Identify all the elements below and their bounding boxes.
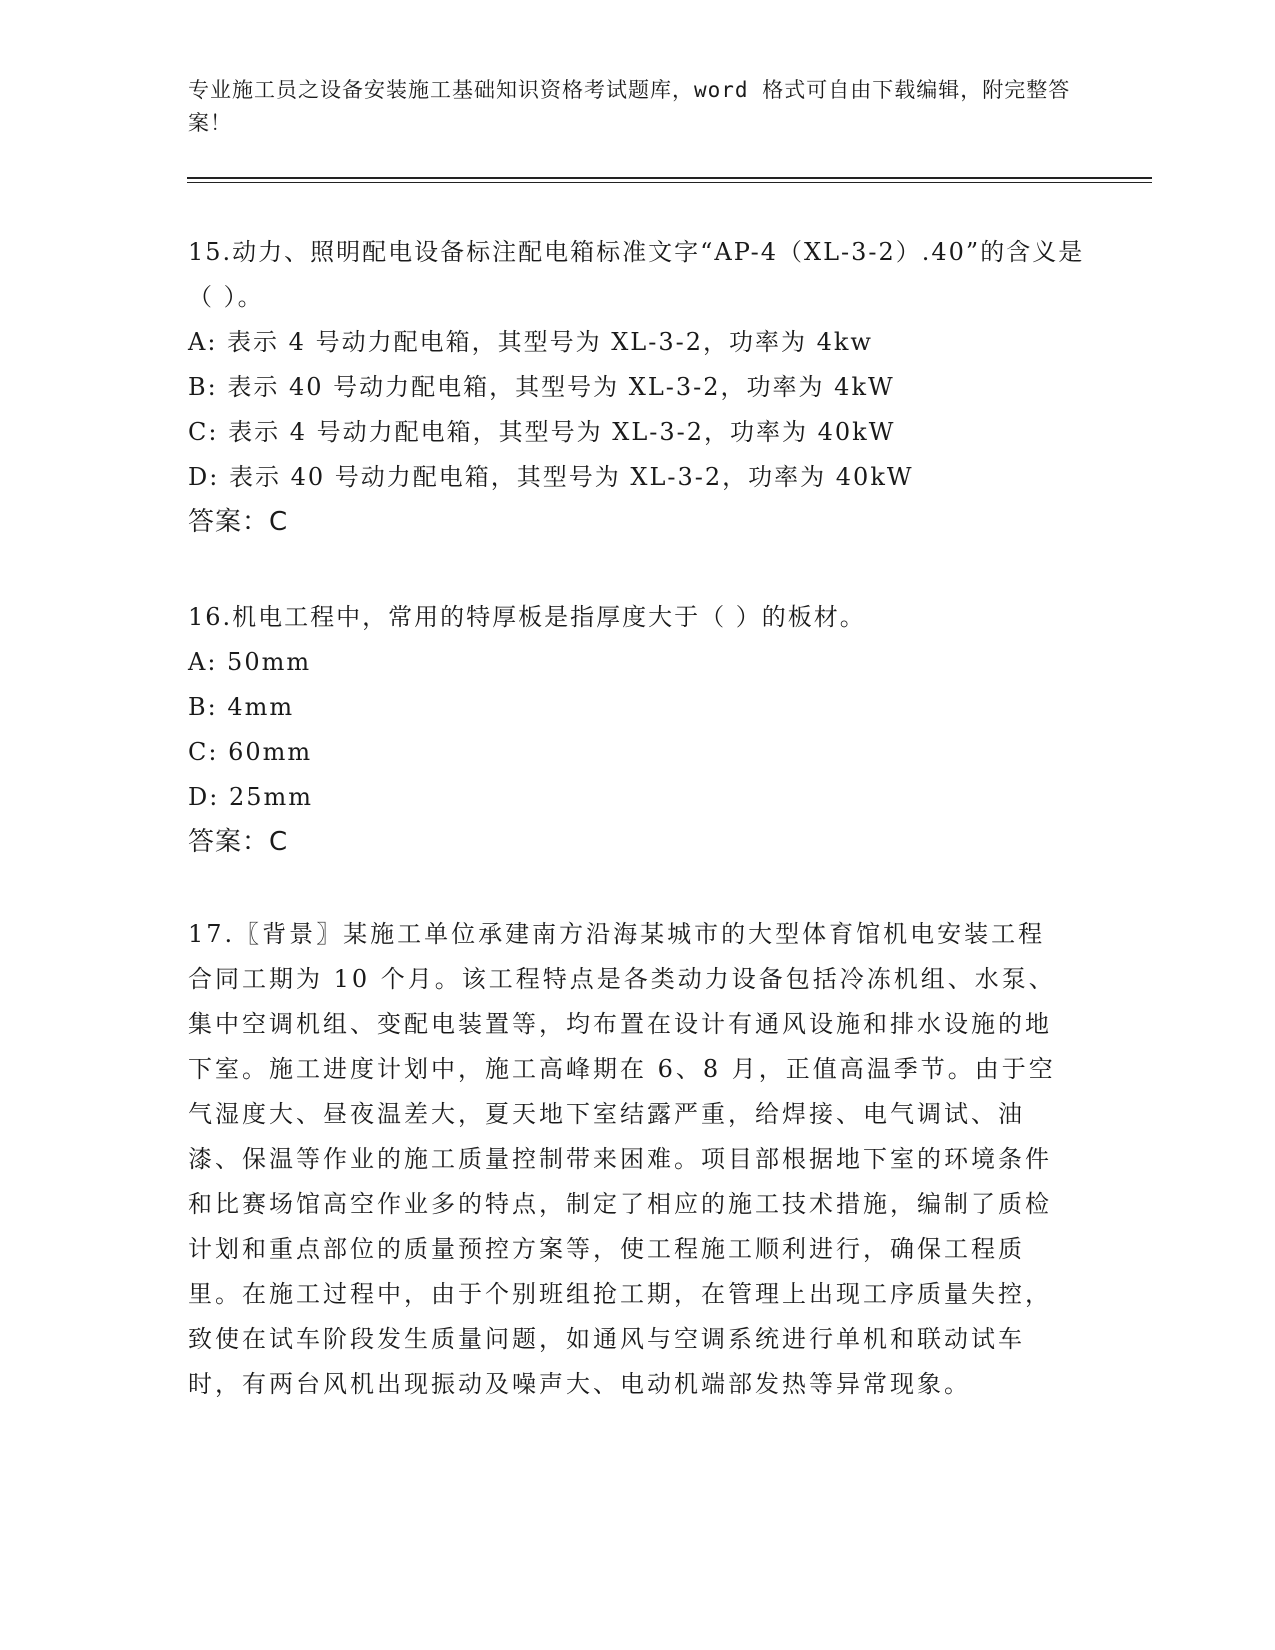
- document-header: 专业施工员之设备安装施工基础知识资格考试题库，word 格式可自由下载编辑，附完整答案！: [188, 78, 1071, 135]
- answer: 答案：C: [188, 827, 289, 857]
- header-rule-thin: [187, 182, 1152, 183]
- question-stem: 16.机电工程中，常用的特厚板是指厚度大于（ ）的板材。: [188, 603, 866, 631]
- question-17: [188, 912, 1088, 1407]
- option-a: A: 50mm: [188, 648, 312, 676]
- option-c: C: 60mm: [188, 738, 313, 766]
- option-d: D: 表示 40 号动力配电箱，其型号为 XL-3-2，功率为 40kW: [188, 463, 914, 491]
- option-b: B: 表示 40 号动力配电箱，其型号为 XL-3-2，功率为 4kW: [188, 373, 895, 401]
- question-15: [188, 230, 1088, 545]
- option-b: B: 4mm: [188, 693, 295, 721]
- option-a: A: 表示 4 号动力配电箱，其型号为 XL-3-2，功率为 4kw: [188, 328, 873, 356]
- header-rule: [187, 177, 1152, 179]
- question-stem: 15.动力、照明配电设备标注配电箱标准文字“AP-4（XL-3-2）.40”的含义是（ ）。: [188, 238, 1085, 311]
- option-c: C: 表示 4 号动力配电箱，其型号为 XL-3-2，功率为 40kW: [188, 418, 896, 446]
- option-d: D: 25mm: [188, 783, 314, 811]
- question-16: [188, 595, 1088, 865]
- answer: 答案：C: [188, 507, 289, 537]
- question-stem: 17.〖背景〗某施工单位承建南方沿海某城市的大型体育馆机电安装工程合同工期为 10 个月。该工程特点是各类动力设备包括冷冻机组、水泵、集中空调机组、变配电装置等，均布置在设计有通风设施和排水设施的地下室。施工进度计划中，施工高峰期在 6、8 月，正值高温季节。由于空气湿度大、昼夜温差大，夏天地下室结露严重，给焊接、电气调试、油漆、保温等作业的施工质量控制带来困难。项目部根据地下室的环境条件和比赛场馆高空作业多的特点，制定了相应的施工技术措施，编制了质检计划和重点部位的质量预控方案等，使工程施工顺利进行，确保工程质里。在施工过程中，由于个别班组抢工期，在管理上出现工序质量失控，致使在试车阶段发生质量问题，如通风与空调系统进行单机和联动试车时，有两台风机出现振动及噪声大、电动机端部发热等异常现象。: [188, 920, 1056, 1398]
